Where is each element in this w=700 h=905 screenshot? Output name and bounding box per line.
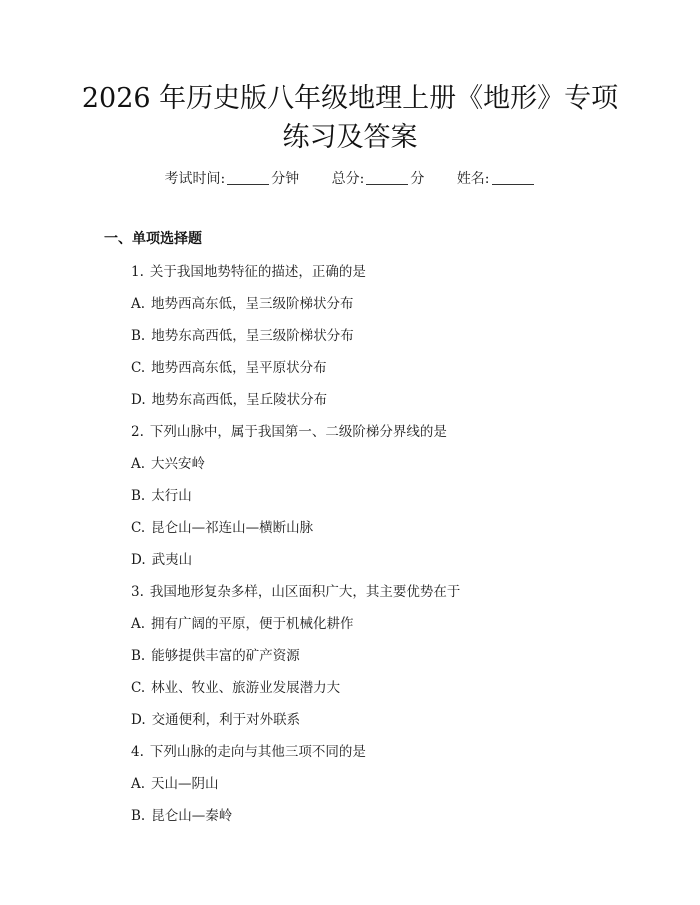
option-item [131,292,354,312]
option-text: 昆仑山—祁连山—横断山脉 [151,520,314,536]
option-text: 拥有广阔的平原，便于机械化耕作 [151,616,354,632]
option-item [131,356,327,376]
option-letter: A. [131,456,146,472]
option-item [131,804,232,824]
exam-time-unit: 分钟 [271,171,300,187]
option-letter: B. [131,328,146,344]
option-letter: B. [131,648,146,664]
exam-name-blank [492,170,534,185]
exam-name-label: 姓名: [456,171,490,187]
exam-time-label: 考试时间: [164,171,226,187]
option-item [131,676,340,696]
option-item [131,484,192,504]
option-item [131,644,300,664]
option-letter: D. [131,392,146,408]
question-text: 下列山脉的走向与其他三项不同的是 [149,744,366,760]
question-item [131,580,460,600]
question-text: 我国地形复杂多样，山区面积广大，其主要优势在于 [149,584,461,600]
option-item [131,324,354,344]
option-letter: A. [131,616,146,632]
option-item [131,452,205,472]
option-letter: D. [131,712,146,728]
option-letter: A. [131,296,146,312]
option-item [131,388,327,408]
option-item [131,772,219,792]
option-letter: D. [131,552,146,568]
exam-score-unit: 分 [410,171,425,187]
section-heading: 一、单项选择题 [104,231,202,247]
document-title-line-1: 2026 年历史版八年级地理上册《地形》专项 [81,83,619,114]
exam-score [332,168,425,188]
option-letter: B. [131,808,146,824]
question-number: 1. [131,264,144,280]
question-text: 关于我国地势特征的描述，正确的是 [149,264,366,280]
option-text: 太行山 [151,488,192,504]
option-text: 能够提供丰富的矿产资源 [151,648,300,664]
exam-score-blank [366,170,408,185]
exam-score-label: 总分: [331,171,365,187]
exam-info [0,168,700,188]
option-text: 武夷山 [151,552,193,568]
option-text: 地势西高东低，呈三级阶梯状分布 [151,296,354,312]
option-text: 地势东高西低，呈三级阶梯状分布 [151,328,354,344]
option-letter: C. [131,680,146,696]
question-number: 4. [131,744,144,760]
question-number: 2. [131,424,144,440]
option-item [131,612,354,632]
exam-time-blank [227,170,269,185]
option-item [131,548,192,568]
option-item [131,516,313,536]
option-text: 天山—阴山 [151,776,219,792]
option-text: 交通便利，利于对外联系 [151,712,301,728]
question-item [131,260,366,280]
option-letter: C. [131,360,146,376]
option-letter: C. [131,520,146,536]
option-text: 大兴安岭 [151,456,206,472]
question-text: 下列山脉中，属于我国第一、二级阶梯分界线的是 [149,424,447,440]
question-number: 3. [131,584,144,600]
option-text: 地势东高西低，呈丘陵状分布 [151,392,328,408]
question-item [131,740,366,760]
option-letter: B. [131,488,146,504]
option-text: 林业、牧业、旅游业发展潜力大 [151,680,341,696]
option-letter: A. [131,776,146,792]
exam-name [457,168,536,188]
option-text: 地势西高东低，呈平原状分布 [151,360,327,376]
option-item [131,708,300,728]
question-item [131,420,447,440]
document-title-line-2: 练习及答案 [282,122,418,153]
exam-time [164,168,299,188]
option-text: 昆仑山—秦岭 [151,808,233,824]
